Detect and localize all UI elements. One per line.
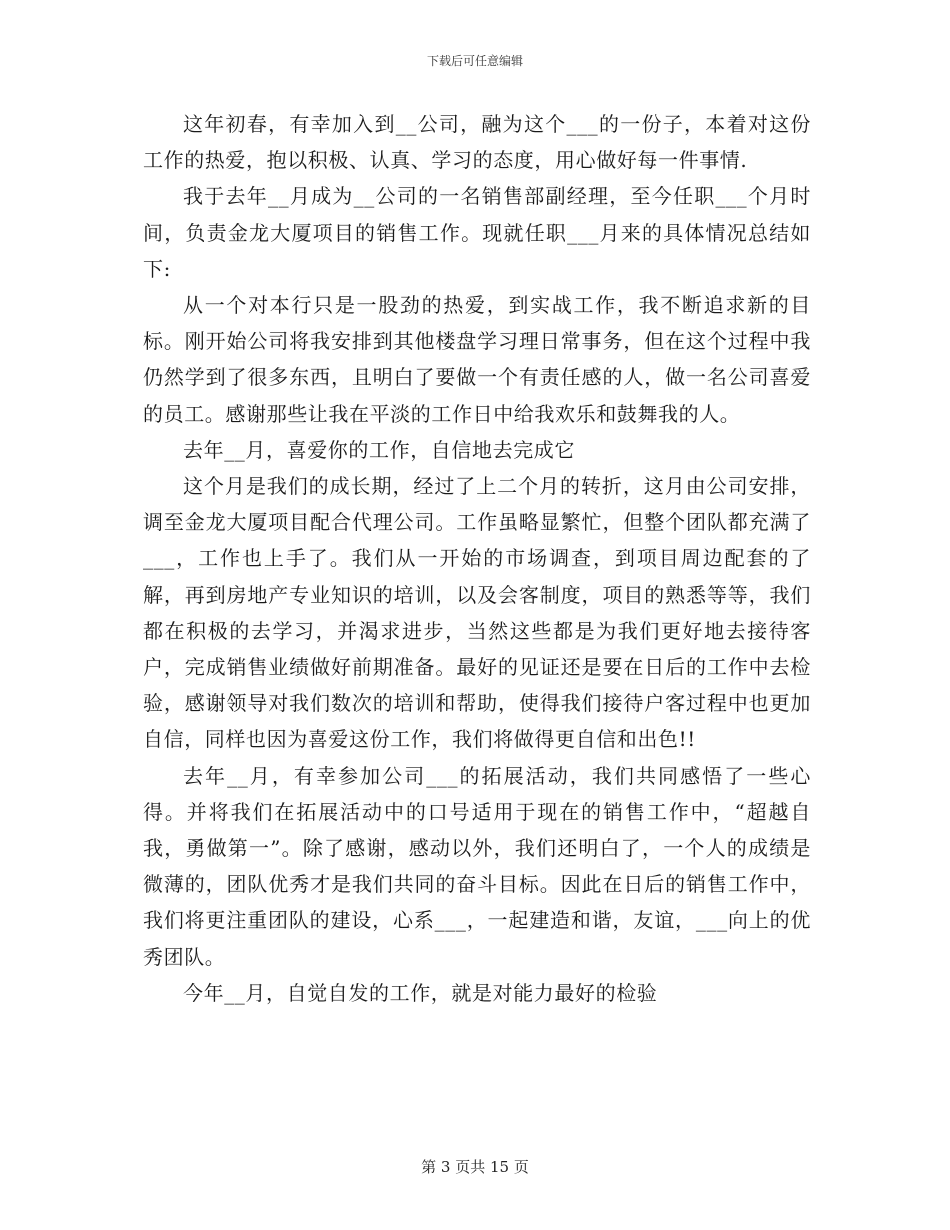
paragraph: 去年__月，有幸参加公司___的拓展活动，我们共同感悟了一些心得。并将我们在拓展活动中的口号适用于现在的销售工作中，“超越自我，勇做第一”。除了感谢，感动以外，我们还明白了，一个人的成绩是微薄的，团队优秀才是我们共同的奋斗目标。因此在日后的销售工作中，我们将更注重团队的建设，心系___，一起建造和谐，友谊，___向上的优秀团队。 xyxy=(143,763,811,969)
section-heading: 今年__月，自觉自发的工作，就是对能力最好的检验 xyxy=(183,980,658,1005)
paragraph: 从一个对本行只是一股劲的热爱，到实战工作，我不断追求新的目标。刚开始公司将我安排到其他楼盘学习理日常事务，但在这个过程中我仍然学到了很多东西，且明白了要做一个有责任感的人，做一名公司喜爱的员工。感谢那些让我在平淡的工作日中给我欢乐和鼓舞我的人。 xyxy=(143,293,811,426)
page-header: 下载后可任意编辑 xyxy=(426,54,523,68)
paragraph: 这个月是我们的成长期，经过了上二个月的转折，这月由公司安排，调至金龙大厦项目配合代理公司。工作虽略显繁忙，但整个团队都充满了___，工作也上手了。我们从一开始的市场调查，到项目周边配套的了解，再到房地产专业知识的培训，以及会客制度，项目的熟悉等等，我们都在积极的去学习，并渴求进步，当然这些都是为我们更好地去接待客户，完成销售业绩做好前期准备。最好的见证还是要在日后的工作中去检验，感谢领导对我们数次的培训和帮助，使得我们接待户客过程中也更加自信，同样也因为喜爱这份工作，我们将做得更自信和出色!! xyxy=(143,474,811,752)
document-body xyxy=(143,106,811,1011)
page-footer: 第 3 页共 15 页 xyxy=(421,1158,529,1176)
paragraph: 这年初春，有幸加入到__公司，融为这个___的一份子，本着对这份工作的热爱，抱以积极、认真、学习的态度，用心做好每一件事情. xyxy=(143,112,811,173)
section-heading: 去年__月，喜爱你的工作，自信地去完成它 xyxy=(183,437,575,462)
paragraph: 我于去年__月成为__公司的一名销售部副经理，至今任职___个月时间，负责金龙大厦项目的销售工作。现就任职___月来的具体情况总结如下: xyxy=(143,184,811,281)
